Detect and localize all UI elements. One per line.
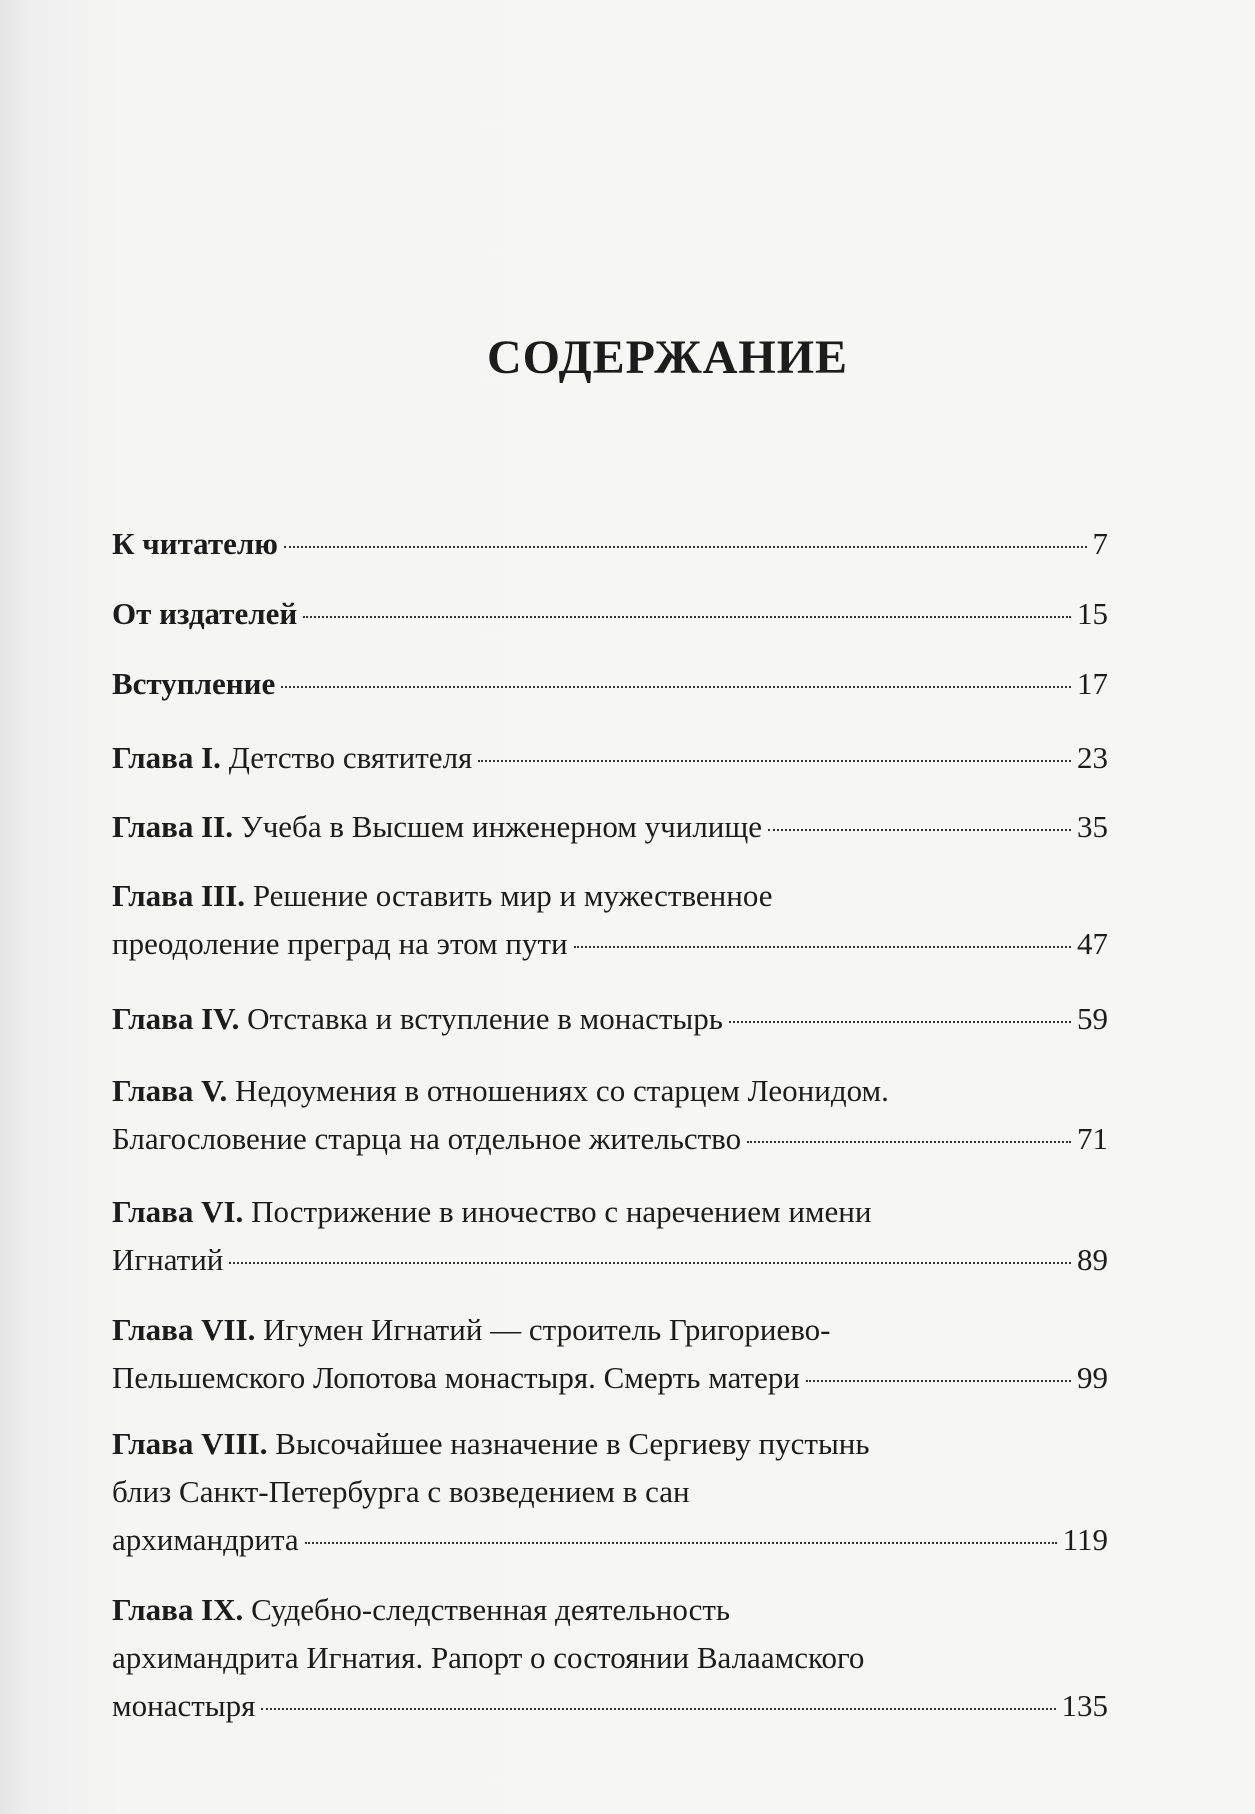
chapter-title-line-1: Недоумения в отношениях со старцем Леонидом.: [235, 1073, 889, 1108]
chapter-label: Глава VI.: [112, 1194, 244, 1229]
chapter-title: Учеба в Высшем инженерном училище: [240, 809, 763, 844]
leader-dots: [806, 1380, 1071, 1382]
toc-entry-chapter-7[interactable]: [112, 1306, 1108, 1402]
chapter-title-line-1: Судебно-следственная деятельность: [251, 1592, 731, 1627]
leader-dots: [747, 1141, 1071, 1143]
toc-entry-title: От издателей: [112, 596, 298, 631]
toc-entry-chapter-2[interactable]: [112, 803, 1108, 851]
chapter-title-line-2: преодоление преград на этом пути: [112, 926, 568, 961]
toc-entry-to-reader[interactable]: [112, 520, 1108, 568]
toc-entry-chapter-1[interactable]: [112, 734, 1108, 782]
chapter-label: Глава VIII.: [112, 1426, 268, 1461]
leader-dots: [229, 1262, 1071, 1264]
toc-entry-chapter-3[interactable]: [112, 872, 1108, 968]
page-number: 23: [1077, 740, 1108, 775]
page-title: СОДЕРЖАНИЕ: [486, 331, 849, 384]
toc-entry-title: К читателю: [112, 526, 278, 561]
leader-dots: [305, 1542, 1057, 1544]
toc-entry-chapter-6[interactable]: [112, 1188, 1108, 1284]
page-number: 71: [1077, 1121, 1108, 1156]
toc-entry-chapter-5[interactable]: [112, 1067, 1108, 1163]
chapter-label: Глава II.: [112, 809, 233, 844]
chapter-label: Глава III.: [112, 878, 246, 913]
toc-entry-from-publishers[interactable]: [112, 590, 1108, 638]
page-number: 17: [1077, 666, 1108, 701]
toc-entry-introduction[interactable]: [112, 660, 1108, 708]
chapter-title: Отставка и вступление в монастырь: [247, 1001, 723, 1036]
leader-dots: [729, 1021, 1071, 1023]
leader-dots: [261, 1708, 1055, 1710]
chapter-title-line-1: Игумен Игнатий — строитель Григориево-: [263, 1312, 831, 1347]
toc-entry-chapter-8[interactable]: [112, 1420, 1108, 1564]
leader-dots: [303, 616, 1071, 618]
chapter-title-line-2: архимандрита Игнатия. Рапорт о состоянии Валаамского: [112, 1640, 865, 1675]
page-number: 7: [1092, 526, 1108, 561]
chapter-title-line-1: Пострижение в иночество с наречением имени: [251, 1194, 872, 1229]
leader-dots: [284, 546, 1087, 548]
chapter-title-line-2: Игнатий: [112, 1242, 224, 1277]
chapter-label: Глава V.: [112, 1073, 228, 1108]
page-number: 99: [1077, 1360, 1108, 1395]
chapter-title-line-3: архимандрита: [112, 1522, 299, 1557]
page-number: 47: [1077, 926, 1108, 961]
chapter-label: Глава IV.: [112, 1001, 240, 1036]
leader-dots: [281, 686, 1071, 688]
page-number: 35: [1077, 809, 1108, 844]
leader-dots: [478, 760, 1071, 762]
chapter-label: Глава IX.: [112, 1592, 244, 1627]
page-number: 89: [1077, 1242, 1108, 1277]
chapter-title-line-2: Благословение старца на отдельное жительство: [112, 1121, 742, 1156]
chapter-title-line-1: Высочайшее назначение в Сергиеву пустынь: [275, 1426, 870, 1461]
page-number: 135: [1061, 1688, 1108, 1723]
page-number: 119: [1062, 1522, 1108, 1557]
chapter-title-line-2: близ Санкт-Петербурга с возведением в сан: [112, 1474, 690, 1509]
chapter-label: Глава VII.: [112, 1312, 256, 1347]
chapter-title-line-3: монастыря: [112, 1688, 256, 1723]
leader-dots: [768, 829, 1071, 831]
toc-entry-chapter-9[interactable]: [112, 1586, 1108, 1730]
leader-dots: [574, 946, 1071, 948]
chapter-label: Глава I.: [112, 740, 221, 775]
page-number: 15: [1077, 596, 1108, 631]
toc-entry-chapter-4[interactable]: [112, 995, 1108, 1043]
chapter-title: Детство святителя: [228, 740, 473, 775]
page-number: 59: [1077, 1001, 1108, 1036]
chapter-title-line-2: Пельшемского Лопотова монастыря. Смерть матери: [112, 1360, 800, 1395]
chapter-title-line-1: Решение оставить мир и мужественное: [252, 878, 773, 913]
toc-entry-title: Вступление: [112, 666, 276, 701]
